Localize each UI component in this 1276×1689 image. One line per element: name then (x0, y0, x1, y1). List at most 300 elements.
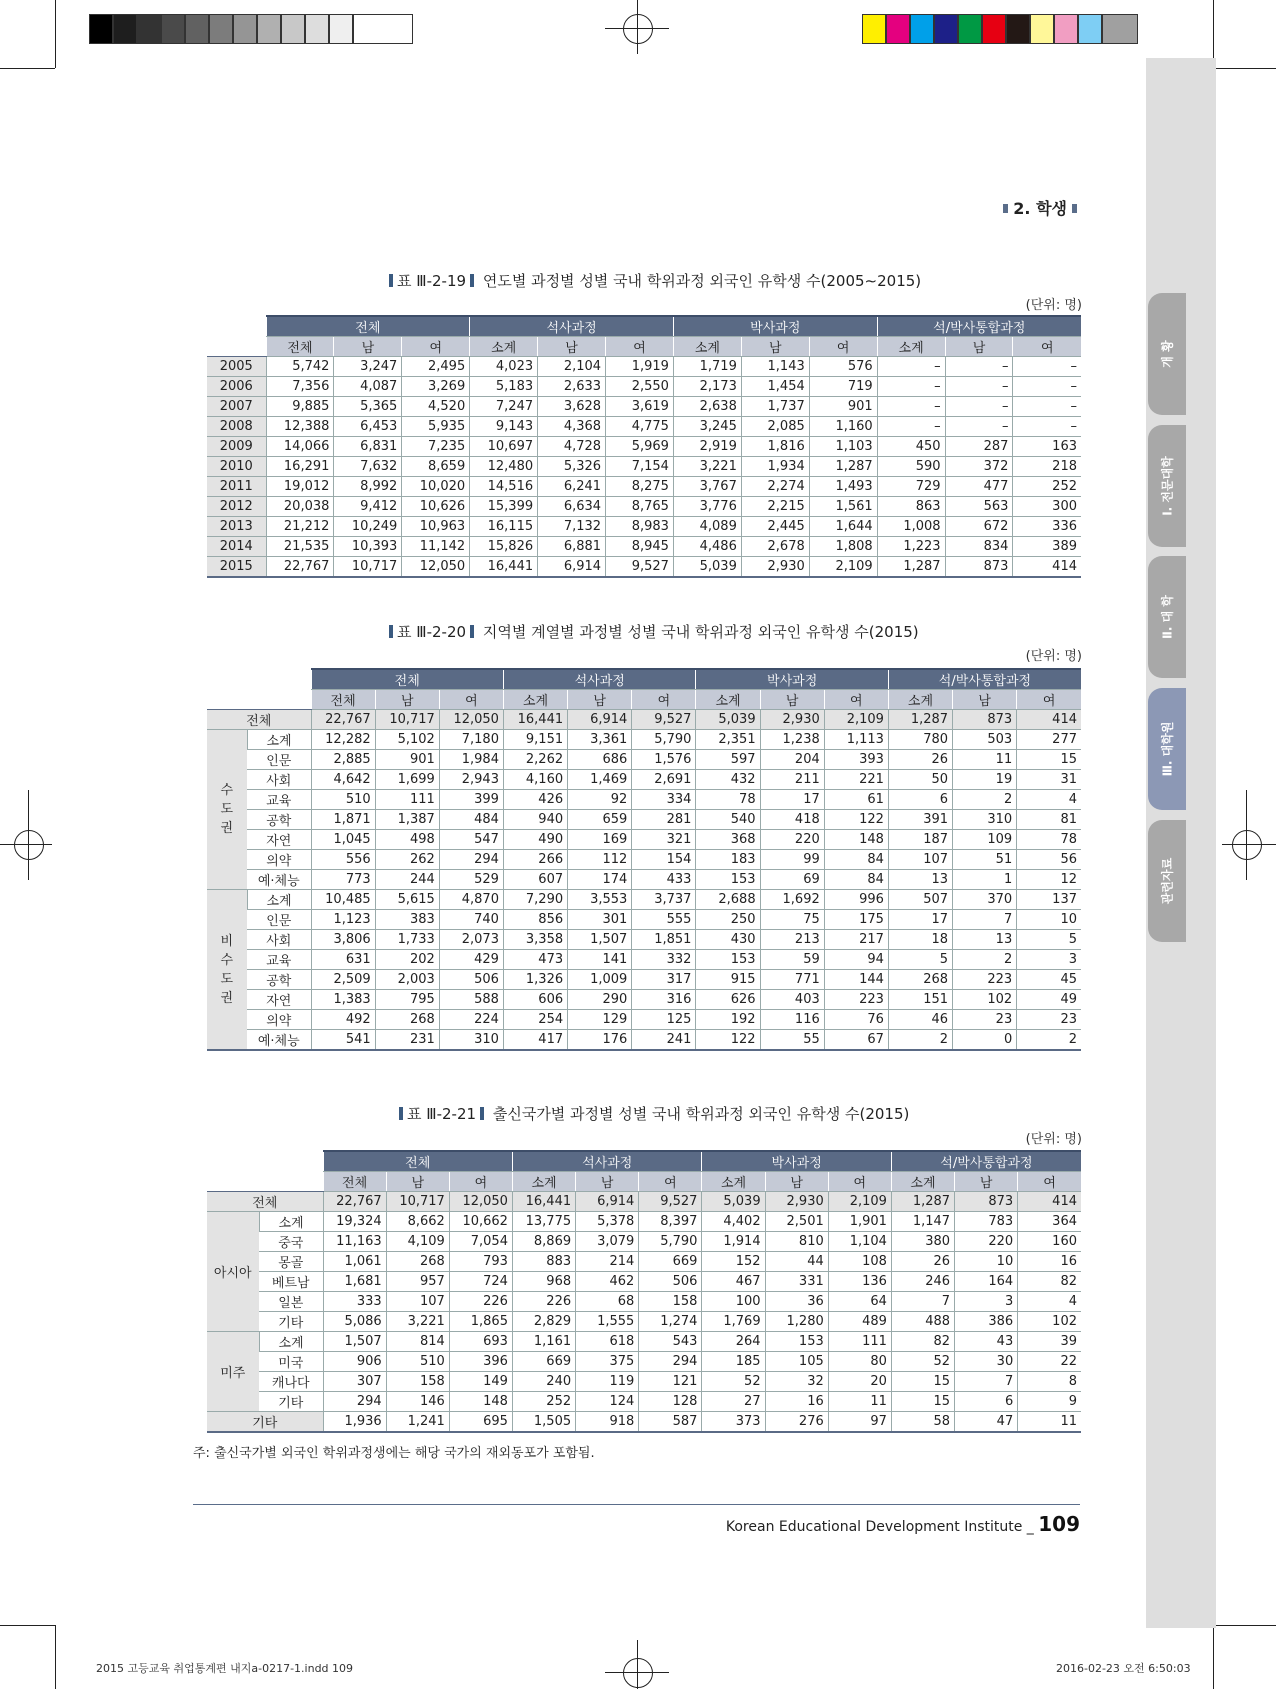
value-cell: 8,983 (606, 517, 674, 537)
value-cell: 3,737 (632, 890, 696, 910)
value-cell: 154 (632, 850, 696, 870)
value-cell: 506 (639, 1272, 702, 1292)
table-row (207, 437, 1081, 457)
table-row (207, 377, 1081, 397)
value-cell: 372 (945, 457, 1013, 477)
header-blank (207, 1151, 323, 1192)
sub-header: 여 (439, 690, 503, 710)
value-cell: 1,008 (877, 517, 945, 537)
value-cell: 7 (955, 1372, 1018, 1392)
value-cell: 226 (449, 1292, 512, 1312)
value-cell: 158 (639, 1292, 702, 1312)
side-tab-university[interactable] (1148, 556, 1186, 678)
value-cell: 61 (824, 790, 888, 810)
value-cell: 4 (1017, 790, 1081, 810)
group-header: 박사과정 (702, 1151, 891, 1172)
value-cell: 873 (945, 557, 1013, 578)
value-cell: 9,527 (606, 557, 674, 578)
value-cell: 50 (888, 770, 952, 790)
value-cell: 44 (765, 1252, 828, 1272)
value-cell: 116 (760, 1010, 824, 1030)
field-label: 의약 (247, 850, 311, 870)
value-cell: 11,142 (402, 537, 470, 557)
value-cell: 1,681 (323, 1272, 386, 1292)
value-cell: 391 (888, 810, 952, 830)
region-label (207, 890, 247, 1051)
value-cell: 968 (512, 1272, 575, 1292)
sub-header: 소계 (470, 337, 538, 357)
value-cell: 1,737 (741, 397, 809, 417)
value-cell: 563 (945, 497, 1013, 517)
sub-header-row (207, 1172, 1081, 1192)
sub-header: 여 (1013, 337, 1081, 357)
table-row (207, 1352, 1081, 1372)
value-cell: 3,806 (311, 930, 375, 950)
side-tab-college[interactable] (1148, 425, 1186, 547)
value-cell: 11 (1018, 1412, 1081, 1433)
group-header-row (207, 669, 1081, 690)
value-cell: 669 (512, 1352, 575, 1372)
value-cell: 383 (375, 910, 439, 930)
sub-header: 소계 (696, 690, 760, 710)
country-label: 중국 (259, 1232, 323, 1252)
value-cell: 4,642 (311, 770, 375, 790)
field-label: 자연 (247, 830, 311, 850)
value-cell: 22,767 (311, 710, 375, 730)
value-cell: 606 (503, 990, 567, 1010)
table-row (207, 457, 1081, 477)
value-cell: 294 (439, 850, 503, 870)
value-cell: 2,501 (765, 1212, 828, 1232)
value-cell: 12,050 (439, 710, 503, 730)
value-cell: 12,050 (449, 1192, 512, 1212)
table-row (207, 990, 1081, 1010)
value-cell: 1,104 (828, 1232, 891, 1252)
value-cell: 555 (632, 910, 696, 930)
value-cell: 144 (824, 970, 888, 990)
value-cell: 244 (375, 870, 439, 890)
value-cell: 43 (955, 1332, 1018, 1352)
table-row (207, 1292, 1081, 1312)
value-cell: 1,326 (503, 970, 567, 990)
value-cell: 36 (765, 1292, 828, 1312)
table3 (207, 1150, 1081, 1433)
value-cell: 547 (439, 830, 503, 850)
value-cell: 224 (439, 1010, 503, 1030)
value-cell: 1,103 (809, 437, 877, 457)
value-cell: 2,104 (538, 357, 606, 377)
value-cell: 389 (1013, 537, 1081, 557)
value-cell: 529 (439, 870, 503, 890)
value-cell: 8,397 (639, 1212, 702, 1232)
square-bullet-icon (1003, 204, 1008, 213)
group-header: 전체 (311, 669, 503, 690)
value-cell: 2,691 (632, 770, 696, 790)
side-tab-appendix[interactable] (1148, 820, 1186, 942)
value-cell: 5,326 (538, 457, 606, 477)
value-cell: – (945, 417, 1013, 437)
value-cell: 2,445 (741, 517, 809, 537)
value-cell: 1,865 (449, 1312, 512, 1332)
country-label: 캐나다 (259, 1372, 323, 1392)
value-cell: 2,638 (673, 397, 741, 417)
value-cell: 64 (828, 1292, 891, 1312)
value-cell: 5,378 (576, 1212, 639, 1232)
bar-icon (389, 625, 393, 638)
value-cell: 375 (576, 1352, 639, 1372)
value-cell: 16 (1018, 1252, 1081, 1272)
value-cell: 17 (888, 910, 952, 930)
value-cell: 5,742 (266, 357, 334, 377)
value-cell: 3,245 (673, 417, 741, 437)
value-cell: 2,109 (824, 710, 888, 730)
value-cell: 2,085 (741, 417, 809, 437)
value-cell: 250 (696, 910, 760, 930)
value-cell: 2,495 (402, 357, 470, 377)
value-cell: 301 (568, 910, 632, 930)
value-cell: 432 (696, 770, 760, 790)
field-label: 인문 (247, 750, 311, 770)
table-row (207, 537, 1081, 557)
value-cell: 631 (311, 950, 375, 970)
value-cell: 17 (760, 790, 824, 810)
value-cell: 740 (439, 910, 503, 930)
field-label: 소계 (247, 730, 311, 750)
value-cell: 686 (568, 750, 632, 770)
group-header: 석사과정 (470, 316, 674, 337)
value-cell: 1,719 (673, 357, 741, 377)
value-cell: 21,535 (266, 537, 334, 557)
value-cell: 287 (945, 437, 1013, 457)
table-row (207, 950, 1081, 970)
country-label: 몽골 (259, 1252, 323, 1272)
value-cell: 294 (639, 1352, 702, 1372)
value-cell: 82 (1018, 1272, 1081, 1292)
value-cell: – (877, 357, 945, 377)
value-cell: 8,869 (512, 1232, 575, 1252)
value-cell: 4,109 (386, 1232, 449, 1252)
value-cell: 100 (702, 1292, 765, 1312)
value-cell: 503 (953, 730, 1017, 750)
value-cell: 2 (1017, 1030, 1081, 1051)
value-cell: 3,628 (538, 397, 606, 417)
value-cell: 231 (375, 1030, 439, 1051)
value-cell: 51 (953, 850, 1017, 870)
value-cell: 2,109 (809, 557, 877, 578)
value-cell: 4,870 (439, 890, 503, 910)
value-cell: 467 (702, 1272, 765, 1292)
value-cell: 276 (765, 1412, 828, 1433)
value-cell: 97 (828, 1412, 891, 1433)
value-cell: 414 (1013, 557, 1081, 578)
value-cell: 246 (891, 1272, 954, 1292)
field-label: 교육 (247, 950, 311, 970)
table-row (207, 477, 1081, 497)
value-cell: 300 (1013, 497, 1081, 517)
value-cell: 2,274 (741, 477, 809, 497)
country-label: 기타 (259, 1312, 323, 1332)
value-cell: 148 (449, 1392, 512, 1412)
value-cell: 5,969 (606, 437, 674, 457)
value-cell: 1,808 (809, 537, 877, 557)
table-row (207, 1312, 1081, 1332)
value-cell: 10,717 (386, 1192, 449, 1212)
value-cell: 8,659 (402, 457, 470, 477)
value-cell: 105 (765, 1352, 828, 1372)
total-label: 전체 (207, 710, 311, 730)
value-cell: 20,038 (266, 497, 334, 517)
value-cell: 176 (568, 1030, 632, 1051)
value-cell: 16 (765, 1392, 828, 1412)
value-cell: 23 (953, 1010, 1017, 1030)
bar-icon (470, 625, 474, 638)
value-cell: 901 (375, 750, 439, 770)
value-cell: 12,480 (470, 457, 538, 477)
value-cell: 996 (824, 890, 888, 910)
field-label: 자연 (247, 990, 311, 1010)
value-cell: 380 (891, 1232, 954, 1252)
value-cell: 8,765 (606, 497, 674, 517)
value-cell: 695 (449, 1412, 512, 1433)
value-cell: 2,919 (673, 437, 741, 457)
table-row (207, 870, 1081, 890)
value-cell: 1,851 (632, 930, 696, 950)
value-cell: 1,274 (639, 1312, 702, 1332)
value-cell: 669 (639, 1252, 702, 1272)
value-cell: 2,678 (741, 537, 809, 557)
value-cell: 202 (375, 950, 439, 970)
value-cell: 6,914 (568, 710, 632, 730)
value-cell: 901 (809, 397, 877, 417)
value-cell: 2,173 (673, 377, 741, 397)
value-cell: 122 (824, 810, 888, 830)
field-label: 교육 (247, 790, 311, 810)
value-cell: 218 (1013, 457, 1081, 477)
year-cell: 2011 (207, 477, 266, 497)
value-cell: 1,505 (512, 1412, 575, 1433)
value-cell: 7,356 (266, 377, 334, 397)
table-row (207, 810, 1081, 830)
value-cell: 576 (809, 357, 877, 377)
value-cell: 1,692 (760, 890, 824, 910)
value-cell: 672 (945, 517, 1013, 537)
table-row (207, 930, 1081, 950)
value-cell: 396 (449, 1352, 512, 1372)
sub-header-row (207, 337, 1081, 357)
value-cell: 940 (503, 810, 567, 830)
value-cell: 8,662 (386, 1212, 449, 1232)
value-cell: 780 (888, 730, 952, 750)
group-header: 석사과정 (503, 669, 695, 690)
value-cell: 5,039 (702, 1192, 765, 1212)
value-cell: 185 (702, 1352, 765, 1372)
table-row (207, 1010, 1081, 1030)
value-cell: 1,161 (512, 1332, 575, 1352)
value-cell: 331 (765, 1272, 828, 1292)
group-header: 전체 (323, 1151, 512, 1172)
value-cell: 863 (877, 497, 945, 517)
value-cell: 252 (512, 1392, 575, 1412)
square-bullet-icon (1072, 204, 1077, 213)
value-cell: 136 (828, 1272, 891, 1292)
value-cell: 462 (576, 1272, 639, 1292)
value-cell: 213 (760, 930, 824, 950)
value-cell: 3,619 (606, 397, 674, 417)
value-cell: 15 (1017, 750, 1081, 770)
value-cell: 3,361 (568, 730, 632, 750)
value-cell: 1,454 (741, 377, 809, 397)
value-cell: – (945, 357, 1013, 377)
value-cell: 3,776 (673, 497, 741, 517)
value-cell: 111 (828, 1332, 891, 1352)
value-cell: 498 (375, 830, 439, 850)
table1-title (385, 270, 921, 291)
value-cell: 119 (576, 1372, 639, 1392)
country-label: 소계 (259, 1212, 323, 1232)
value-cell: 8,945 (606, 537, 674, 557)
value-cell: 488 (891, 1312, 954, 1332)
value-cell: 3,358 (503, 930, 567, 950)
side-tab-graduate[interactable] (1148, 688, 1186, 810)
value-cell: 175 (824, 910, 888, 930)
value-cell: 336 (1013, 517, 1081, 537)
value-cell: 1,287 (809, 457, 877, 477)
value-cell: 4,368 (538, 417, 606, 437)
value-cell: 78 (696, 790, 760, 810)
bar-icon (480, 1107, 484, 1120)
value-cell: 16,291 (266, 457, 334, 477)
value-cell: 7,154 (606, 457, 674, 477)
sub-header: 전체 (311, 690, 375, 710)
year-cell: 2013 (207, 517, 266, 537)
sub-header: 소계 (512, 1172, 575, 1192)
side-tab-overview[interactable] (1148, 293, 1186, 415)
value-cell: 1,816 (741, 437, 809, 457)
value-cell: 590 (877, 457, 945, 477)
value-cell: 52 (702, 1372, 765, 1392)
value-cell: 7,290 (503, 890, 567, 910)
table-row (207, 1232, 1081, 1252)
table-row (207, 970, 1081, 990)
value-cell: 3,767 (673, 477, 741, 497)
region-char: 수 (220, 783, 234, 798)
value-cell: 1,287 (891, 1192, 954, 1212)
value-cell: 783 (955, 1212, 1018, 1232)
table-row (207, 417, 1081, 437)
value-cell: 1 (953, 870, 1017, 890)
value-cell: 5 (1017, 930, 1081, 950)
value-cell: 4,087 (334, 377, 402, 397)
value-cell: 2,550 (606, 377, 674, 397)
value-cell: 693 (449, 1332, 512, 1352)
side-tab-label: 관련자료 (1160, 857, 1175, 905)
value-cell: 1,644 (809, 517, 877, 537)
sub-header: 여 (828, 1172, 891, 1192)
table1-number: 표 Ⅲ-2-19 (397, 272, 467, 290)
value-cell: 2 (953, 790, 1017, 810)
year-cell: 2010 (207, 457, 266, 477)
sub-header: 소계 (673, 337, 741, 357)
table-row (207, 397, 1081, 417)
value-cell: 588 (439, 990, 503, 1010)
sub-header: 전체 (323, 1172, 386, 1192)
value-cell: 125 (632, 1010, 696, 1030)
value-cell: 264 (702, 1332, 765, 1352)
value-cell: 7,235 (402, 437, 470, 457)
value-cell: 856 (503, 910, 567, 930)
sub-header: 소계 (702, 1172, 765, 1192)
table-row (207, 890, 1081, 910)
value-cell: 211 (760, 770, 824, 790)
table-row (207, 1252, 1081, 1272)
value-cell: 81 (1017, 810, 1081, 830)
total-label: 전체 (207, 1192, 323, 1212)
value-cell: 78 (1017, 830, 1081, 850)
value-cell: 4,160 (503, 770, 567, 790)
value-cell: 659 (568, 810, 632, 830)
value-cell: 918 (576, 1412, 639, 1433)
value-cell: 2 (953, 950, 1017, 970)
value-cell: 146 (386, 1392, 449, 1412)
value-cell: 1,387 (375, 810, 439, 830)
value-cell: 414 (1018, 1192, 1081, 1212)
value-cell: 30 (955, 1352, 1018, 1372)
value-cell: 153 (696, 870, 760, 890)
value-cell: 3,221 (673, 457, 741, 477)
value-cell: 1,576 (632, 750, 696, 770)
value-cell: 151 (888, 990, 952, 1010)
total-row (207, 710, 1081, 730)
value-cell: 393 (824, 750, 888, 770)
value-cell: 10,020 (402, 477, 470, 497)
table1-unit: (단위: 명) (1025, 298, 1082, 313)
value-cell: 3,247 (334, 357, 402, 377)
value-cell: 111 (375, 790, 439, 810)
value-cell: 4,023 (470, 357, 538, 377)
value-cell: 12 (1017, 870, 1081, 890)
table1-title-text: 연도별 과정별 성별 국내 학위과정 외국인 유학생 수(2005∼2015) (482, 272, 922, 290)
table-row (207, 1332, 1081, 1352)
value-cell: 5,935 (402, 417, 470, 437)
slug-file: 2015 고등교육 취업통계편 내지a-0217-1.indd 109 (96, 1662, 354, 1675)
value-cell: 814 (386, 1332, 449, 1352)
other-row (207, 1412, 1081, 1433)
value-cell: 1,769 (702, 1312, 765, 1332)
sub-header: 남 (576, 1172, 639, 1192)
value-cell: 316 (632, 990, 696, 1010)
value-cell: 11 (828, 1392, 891, 1412)
value-cell: 13 (888, 870, 952, 890)
value-cell: 252 (1013, 477, 1081, 497)
table2-number: 표 Ⅲ-2-20 (397, 623, 467, 641)
value-cell: 507 (888, 890, 952, 910)
value-cell: 268 (386, 1252, 449, 1272)
sub-header: 여 (402, 337, 470, 357)
value-cell: 873 (953, 710, 1017, 730)
region-label: 아시아 (207, 1212, 259, 1332)
value-cell: 729 (877, 477, 945, 497)
value-cell: – (877, 377, 945, 397)
value-cell: 1,287 (877, 557, 945, 578)
sub-header: 남 (765, 1172, 828, 1192)
value-cell: 153 (765, 1332, 828, 1352)
value-cell: 4,728 (538, 437, 606, 457)
value-cell: 128 (639, 1392, 702, 1412)
value-cell: 22,767 (266, 557, 334, 578)
value-cell: 1,160 (809, 417, 877, 437)
value-cell: 473 (503, 950, 567, 970)
page-number: 109 (1038, 1512, 1080, 1536)
